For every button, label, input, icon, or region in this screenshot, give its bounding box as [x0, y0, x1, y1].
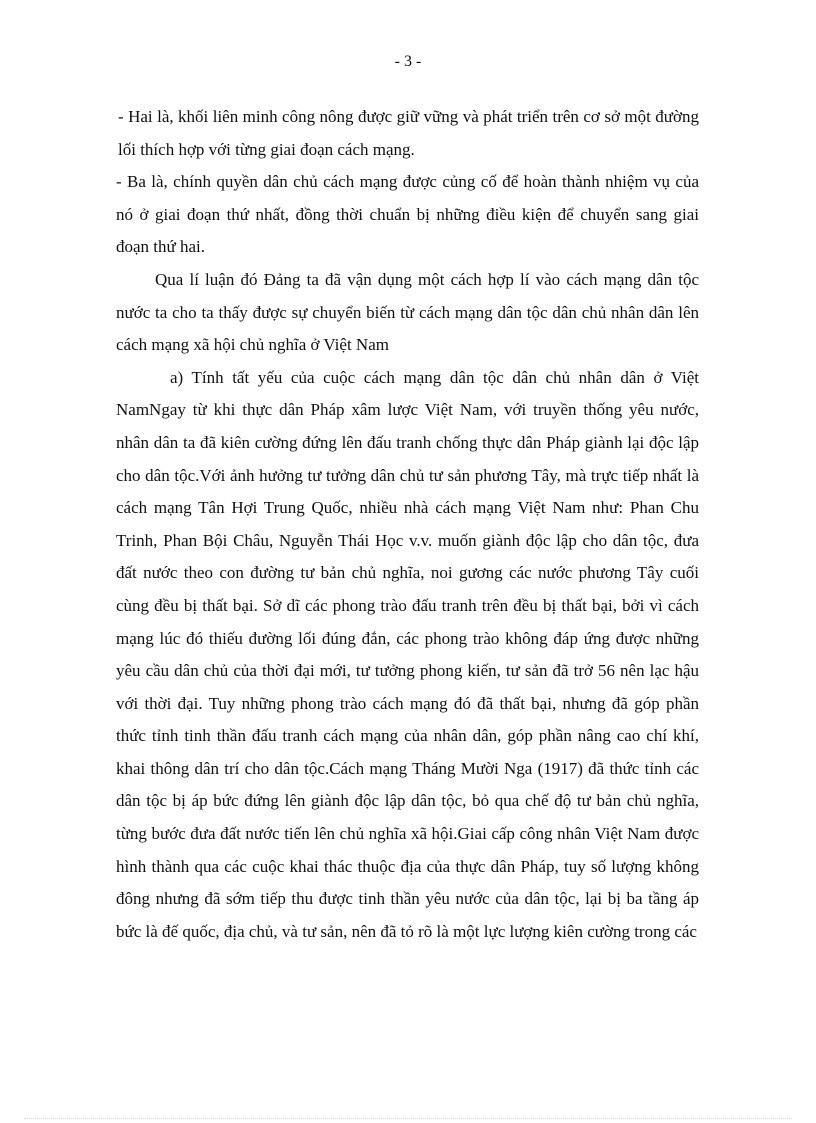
- paragraph-qua-li-luan: Qua lí luận đó Đảng ta đã vận dụng một cách hợp lí vào cách mạng dân tộc nước ta cho ta thấy được sự chuyển biến từ cách mạng dân tộc dân chủ nhân dân lên cách mạng xã hội chủ nghĩa ở Việt Nam: [116, 269, 699, 355]
- page-bottom-divider: [24, 1118, 792, 1119]
- paragraph-ba-la: - Ba là, chính quyền dân chủ cách mạng được củng cố để hoàn thành nhiệm vụ của nó ở giai đoạn thứ nhất, đồng thời chuẩn bị những điều kiện để chuyển sang giai đoạn thứ hai.: [116, 172, 699, 257]
- page-number: - 3 -: [394, 53, 422, 70]
- document-body: [116, 101, 699, 948]
- paragraph-tinh-tat-yeu: a) Tính tất yếu của cuộc cách mạng dân tộc dân chủ nhân dân ở Việt NamNgay từ khi thực dân Pháp xâm lược Việt Nam, với truyền thống yêu nước, nhân dân ta đã kiên cường đứng lên đấu tranh chống thực dân Pháp giành lại độc lập cho dân tộc.Với ảnh hưởng tư tưởng dân chủ tư sản phương Tây, mà trực tiếp nhất là cách mạng Tân Hợi Trung Quốc, nhiều nhà cách mạng Việt Nam như: Phan Chu Trinh, Phan Bội Châu, Nguyễn Thái Học v.v. muốn giành độc lập cho dân tộc, đưa đất nước theo con đường tư bản chủ nghĩa, noi gương các nước phương Tây cuối cùng đều bị thất bại. Sở dĩ các phong trào đấu tranh trên đều bị thất bại, bởi vì cách mạng lúc đó thiếu đường lối đúng đắn, các phong trào không đáp ứng được những yêu cầu dân chủ của thời đại mới, tư tưởng phong kiến, tư sản đã trở 56 nên lạc hậu với thời đại. Tuy những phong trào cách mạng đó đã thất bại, nhưng đã góp phần thức tỉnh tinh thần đấu tranh cách mạng của nhân dân, góp phần nâng cao chí khí, khai thông dân trí cho dân tộc.Cách mạng Tháng Mười Nga (1917) đã thức tỉnh các dân tộc bị áp bức đứng lên giành độc lập dân tộc, bỏ qua chế độ tư bản chủ nghĩa, từng bước đưa đất nước tiến lên chủ nghĩa xã hội.Giai cấp công nhân Việt Nam được hình thành qua các cuộc khai thác thuộc địa của thực dân Pháp, tuy số lượng không đông nhưng đã sớm tiếp thu được tinh thần yêu nước của dân tộc, lại bị ba tầng áp bức là đế quốc, địa chủ, và tư sản, nên đã tỏ rõ là một lực lượng kiên cường trong các: [116, 367, 699, 941]
- paragraph-hai-la: - Hai là, khối liên minh công nông được giữ vững và phát triển trên cơ sở một đường lối thích hợp với từng giai đoạn cách mạng.: [118, 107, 699, 159]
